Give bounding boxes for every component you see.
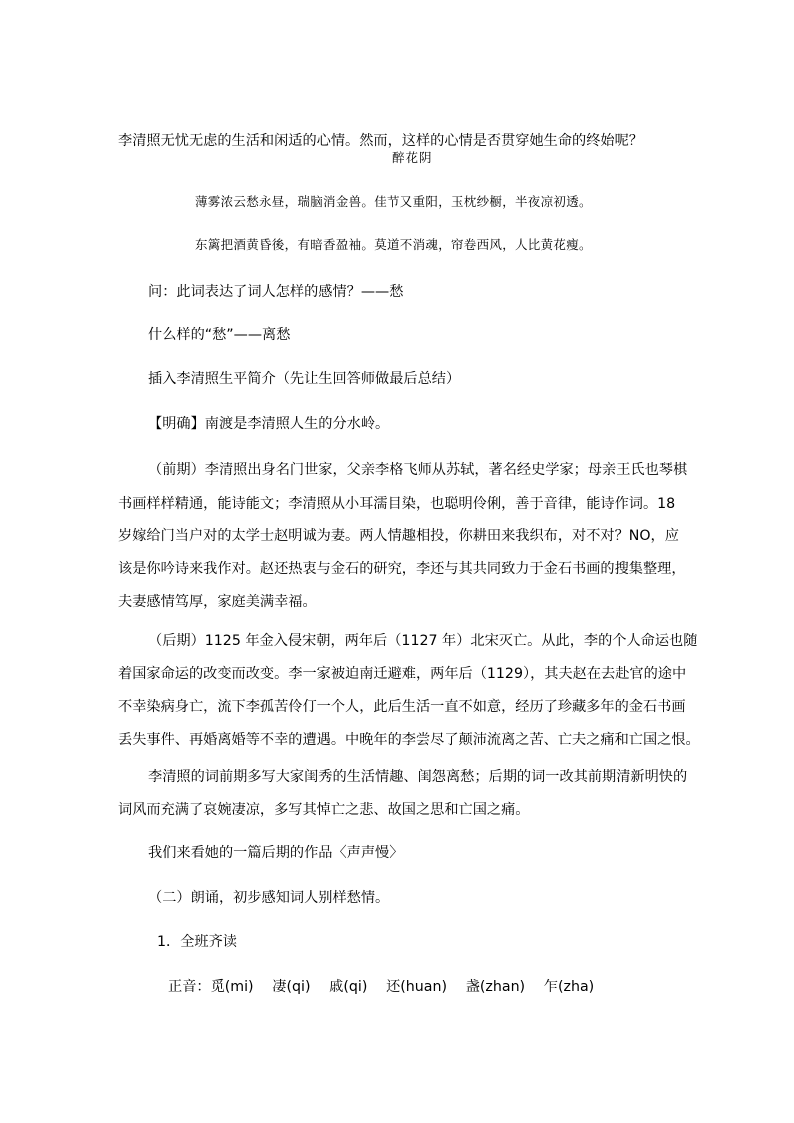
style-line-1: 李清照的词前期多写大家闺秀的生活情趣、闺怨离愁；后期的词一改其前期清新明快的 (148, 769, 688, 785)
late-period-line-4: 丢失事件、再婚离婚等不幸的遭遇。中晚年的李尝尽了颠沛流离之苦、亡夫之痛和亡国之恨。 (118, 732, 700, 748)
question-line: 问：此词表达了词人怎样的感情？——愁 (148, 284, 404, 300)
early-period-line-3: 岁嫁给门当户对的太学士赵明诚为妻。两人情趣相投，你耕田来我织布，对不对？NO，应 (118, 528, 679, 544)
poem-line-2: 东篱把酒黄昏後，有暗香盈袖。莫道不消魂，帘卷西风，人比黄花瘦。 (195, 237, 592, 252)
look-work-line: 我们来看她的一篇后期的作品〈声声慢〉 (148, 845, 404, 861)
item-1-line: 1．全班齐读 (157, 934, 237, 950)
style-line-2: 词风而充满了哀婉凄凉，多写其悼亡之悲、故国之思和亡国之痛。 (118, 802, 530, 818)
pronunciation-line: 正音：觅(mi) 凄(qi) 戚(qi) 还(huan) 盏(zhan) 乍(zha) (168, 979, 595, 995)
late-period-line-2: 着国家命运的改变而改变。李一家被迫南迁避难，两年后（1129），其夫赵在去赴官的途中 (118, 666, 687, 682)
late-period-line-3: 不幸染病身亡，流下李孤苦伶仃一个人，此后生活一直不如意，经历了珍藏多年的金石书画 (118, 699, 686, 715)
intro-line: 李清照无忧无虑的生活和闲适的心情。然而，这样的心情是否贯穿她生命的终始呢？ (118, 133, 643, 149)
clarify-line: 【明确】南渡是李清照人生的分水岭。 (148, 416, 390, 432)
early-period-line-2: 书画样样精通，能诗能文；李清照从小耳濡目染，也聪明伶俐，善于音律，能诗作词。18 (118, 496, 676, 512)
what-sorrow-line: 什么样的“愁”——离愁 (148, 327, 291, 343)
late-period-line-1: （后期）1125 年金入侵宋朝，两年后（1127 年）北宋灭亡。从此，李的个人命运也随 (148, 633, 698, 649)
early-period-line-5: 夫妻感情笃厚，家庭美满幸福。 (118, 594, 317, 610)
section-2-heading: （二）朗诵，初步感知词人别样愁情。 (148, 890, 390, 906)
early-period-line-1: （前期）李清照出身名门世家，父亲李格飞师从苏轼，著名经史学家；母亲王氏也琴棋 (148, 462, 688, 478)
insert-bio-line: 插入李清照生平简介（先让生回答师做最后总结） (148, 371, 461, 387)
early-period-line-4: 该是你吟诗来我作对。赵还热衷与金石的研究，李还与其共同致力于金石书画的搜集整理， (118, 561, 686, 577)
poem-line-1: 薄雾浓云愁永昼，瑞脑消金兽。佳节又重阳，玉枕纱橱，半夜凉初透。 (195, 194, 592, 209)
poem-title: 醉花阴 (392, 150, 433, 165)
